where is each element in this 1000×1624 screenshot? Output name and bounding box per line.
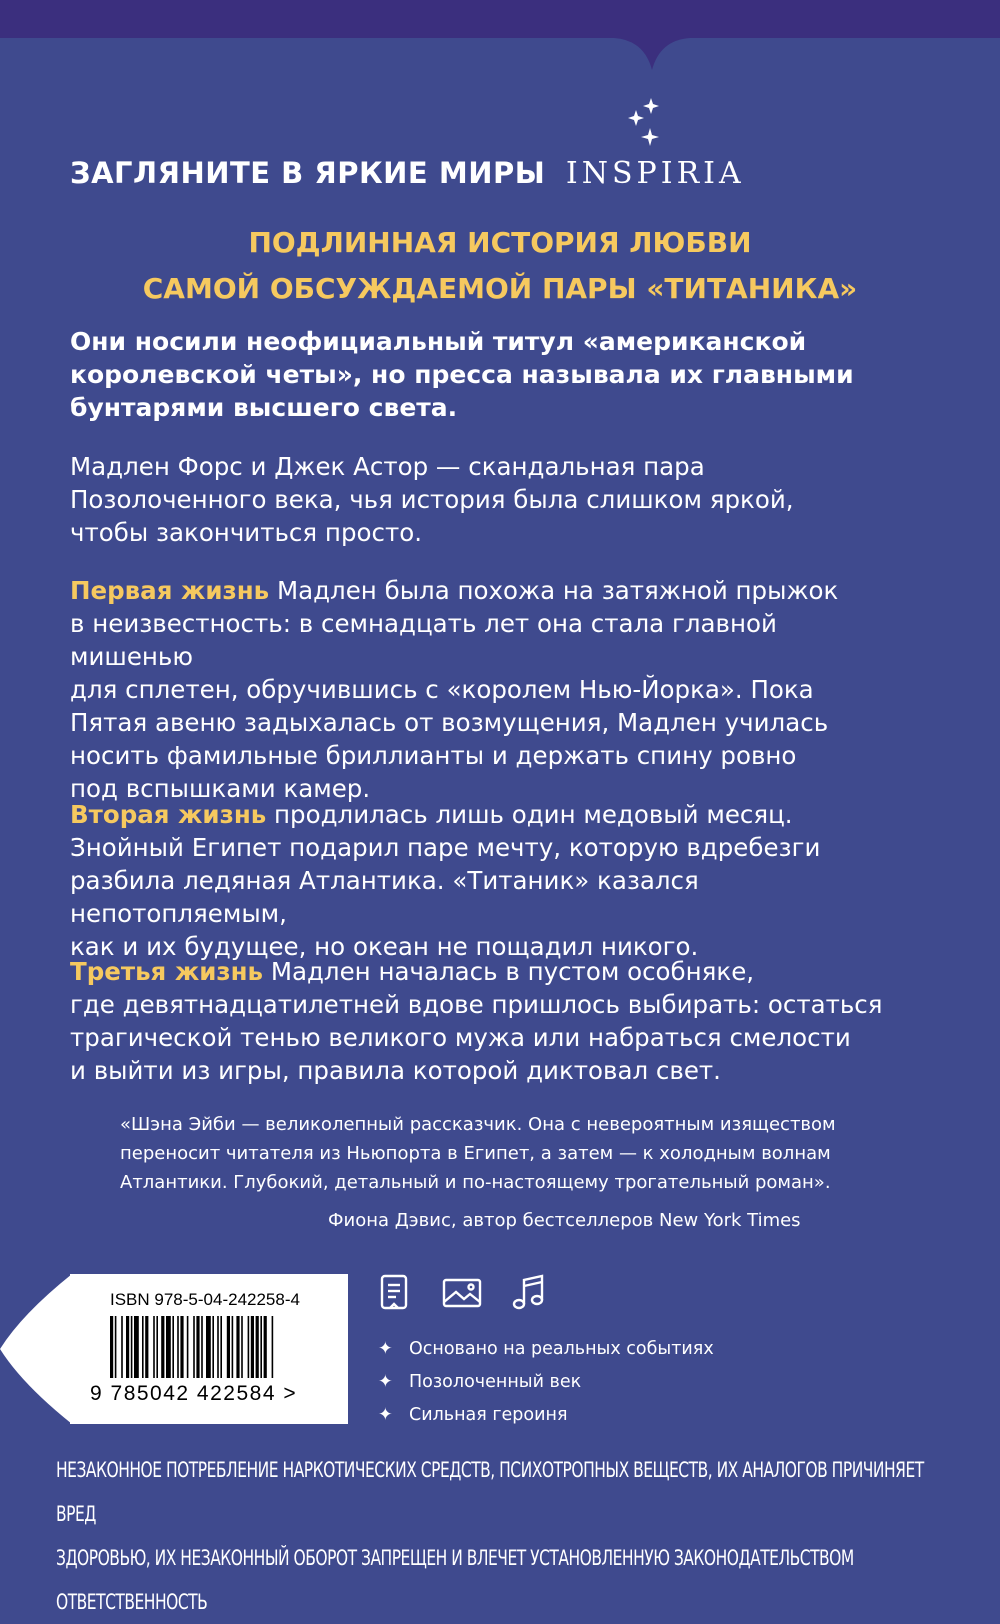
- text-line: [70, 798, 900, 831]
- text-line: королевской четы», но пресса называла их главными: [70, 360, 854, 389]
- headline: [70, 220, 930, 312]
- text-line: разбила ледяная Атлантика. «Титаник» казался непотопляемым,: [70, 866, 699, 928]
- text-line: бунтарями высшего света.: [70, 393, 458, 422]
- barcode-bar: [272, 1316, 274, 1378]
- barcode-bar: [110, 1316, 113, 1378]
- text-line: для сплетен, обручившись с «королем Нью-Йорка». Пока: [70, 675, 814, 704]
- text-line: Пятая авеню задыхалась от возмущения, Мадлен училась: [70, 708, 829, 737]
- barcode-bar: [121, 1316, 123, 1378]
- sparkle-icon: ✦: [378, 1339, 393, 1359]
- text-span: Мадлен была похожа на затяжной прыжок: [269, 576, 839, 605]
- lead-paragraph: [70, 325, 870, 424]
- top-band: [0, 0, 1000, 70]
- barcode-bar: [142, 1316, 144, 1378]
- format-icons: [378, 1272, 578, 1316]
- barcode-bars: [110, 1316, 328, 1378]
- text-span: продлилась лишь один медовый месяц.: [266, 800, 793, 829]
- barcode-bar: [115, 1316, 117, 1378]
- text-line: трагической тенью великого мужа или набраться смелости: [70, 1023, 851, 1052]
- barcode-bar: [161, 1316, 164, 1378]
- third-life-highlight: Третья жизнь: [70, 957, 264, 986]
- barcode-panel: [70, 1274, 348, 1424]
- barcode-bar: [172, 1316, 174, 1378]
- barcode-bar: [180, 1316, 183, 1378]
- text-line: ЗДОРОВЬЮ, ИХ НЕЗАКОННЫЙ ОБОРОТ ЗАПРЕЩЕН И ВЛЕЧЕТ УСТАНОВЛЕННУЮ ЗАКОНОДАТЕЛЬСТВОМ ОТВЕТСТВЕННОСТЬ: [56, 1546, 854, 1614]
- music-note-icon: [514, 1276, 542, 1308]
- ebook-icon: [382, 1276, 406, 1308]
- text-line: Знойный Египет подарил паре мечту, которую вдребезги: [70, 833, 821, 862]
- barcode-bar: [126, 1316, 129, 1378]
- series-brand: [70, 156, 770, 196]
- third-life-paragraph: [70, 955, 900, 1087]
- barcode-bar: [187, 1316, 189, 1378]
- barcode-bar: [241, 1316, 243, 1378]
- feature-item: [378, 1372, 581, 1392]
- barcode-bar: [131, 1316, 133, 1378]
- text-line: [70, 574, 900, 607]
- barcode-bar: [177, 1316, 179, 1378]
- barcode-bar: [248, 1316, 250, 1378]
- text-line: Позолоченного века, чья история была слишком яркой,: [70, 485, 794, 514]
- sparkle-stars-icon: [625, 95, 675, 155]
- feature-item: [378, 1339, 714, 1359]
- barcode-bar: [212, 1316, 214, 1378]
- imprint-logo: INSPIRIA: [565, 156, 745, 191]
- headline-line: САМОЙ ОБСУЖДАЕМОЙ ПАРЫ «ТИТАНИКА»: [142, 272, 858, 305]
- text-line: переносит читателя из Ньюпорта в Египет, а затем — к холодным волнам: [120, 1143, 831, 1164]
- quote-author: Фиона Дэвис, автор бестселлеров New York Times: [328, 1210, 801, 1231]
- barcode-bar: [206, 1316, 211, 1378]
- text-line: в неизвестность: в семнадцать лет она стала главной мишенью: [70, 609, 777, 671]
- text-line: и выйти из игры, правила которой диктовал свет.: [70, 1056, 721, 1085]
- feature-label: Позолоченный век: [409, 1372, 582, 1392]
- barcode-bar: [220, 1316, 222, 1378]
- barcode-bar: [217, 1316, 219, 1378]
- review-quote: [120, 1110, 860, 1197]
- barcode-bar: [227, 1316, 230, 1378]
- barcode-bar: [232, 1316, 234, 1378]
- barcode-tab-shape: [0, 1274, 72, 1424]
- first-life-paragraph: [70, 574, 900, 805]
- legal-warning: [56, 1448, 925, 1624]
- series-slogan: ЗАГЛЯНИТЕ В ЯРКИЕ МИРЫ: [70, 156, 546, 190]
- barcode-bar: [264, 1316, 267, 1378]
- text-line: как и их будущее, но океан не пощадил никого.: [70, 932, 699, 961]
- barcode-bar: [201, 1316, 203, 1378]
- text-span: Мадлен началась в пустом особняке,: [263, 957, 755, 986]
- isbn-label: ISBN 978-5-04-242258-4: [110, 1290, 300, 1309]
- sparkle-icon: ✦: [378, 1372, 393, 1392]
- barcode-bar: [193, 1316, 195, 1378]
- text-line: [70, 955, 900, 988]
- text-line: где девятнадцатилетней вдове пришлось выбирать: остаться: [70, 990, 883, 1019]
- text-line: под вспышками камер.: [70, 774, 371, 803]
- text-line: чтобы закончиться просто.: [70, 518, 423, 547]
- sparkle-icon: ✦: [378, 1405, 393, 1425]
- text-line: Атлантики. Глубокий, детальный и по-настоящему трогательный роман».: [120, 1172, 831, 1193]
- text-line: НЕЗАКОННОЕ ПОТРЕБЛЕНИЕ НАРКОТИЧЕСКИХ СРЕДСТВ, ПСИХОТРОПНЫХ ВЕЩЕСТВ, ИХ АНАЛОГОВ ПРИЧИНЯЕТ ВРЕД: [56, 1458, 924, 1526]
- barcode-bar: [156, 1316, 158, 1378]
- text-line: «Шэна Эйби — великолепный рассказчик. Она с невероятным изяществом: [120, 1114, 836, 1135]
- feature-label: Сильная героиня: [409, 1405, 568, 1425]
- text-line: Мадлен Форс и Джек Астор — скандальная пара: [70, 452, 705, 481]
- ean-number: 9 785042 422584 >: [90, 1382, 298, 1405]
- barcode-bar: [196, 1316, 199, 1378]
- second-life-highlight: Вторая жизнь: [70, 800, 267, 829]
- barcode-bar: [153, 1316, 155, 1378]
- first-life-highlight: Первая жизнь: [70, 576, 270, 605]
- barcode-bar: [236, 1316, 239, 1378]
- barcode-bar: [134, 1316, 139, 1378]
- second-life-paragraph: [70, 798, 900, 963]
- barcode-bar: [256, 1316, 259, 1378]
- text-line: Они носили неофициальный титул «американской: [70, 327, 807, 356]
- feature-label: Основано на реальных событиях: [409, 1339, 714, 1359]
- barcode-bar: [251, 1316, 254, 1378]
- feature-item: [378, 1405, 567, 1425]
- image-icon: [444, 1280, 480, 1306]
- headline-line: ПОДЛИННАЯ ИСТОРИЯ ЛЮБВИ: [248, 226, 752, 259]
- barcode-bar: [260, 1316, 262, 1378]
- barcode-bar: [166, 1316, 171, 1378]
- intro-paragraph: [70, 450, 870, 549]
- barcode-bar: [145, 1316, 148, 1378]
- text-line: носить фамильные бриллианты и держать спину ровно: [70, 741, 797, 770]
